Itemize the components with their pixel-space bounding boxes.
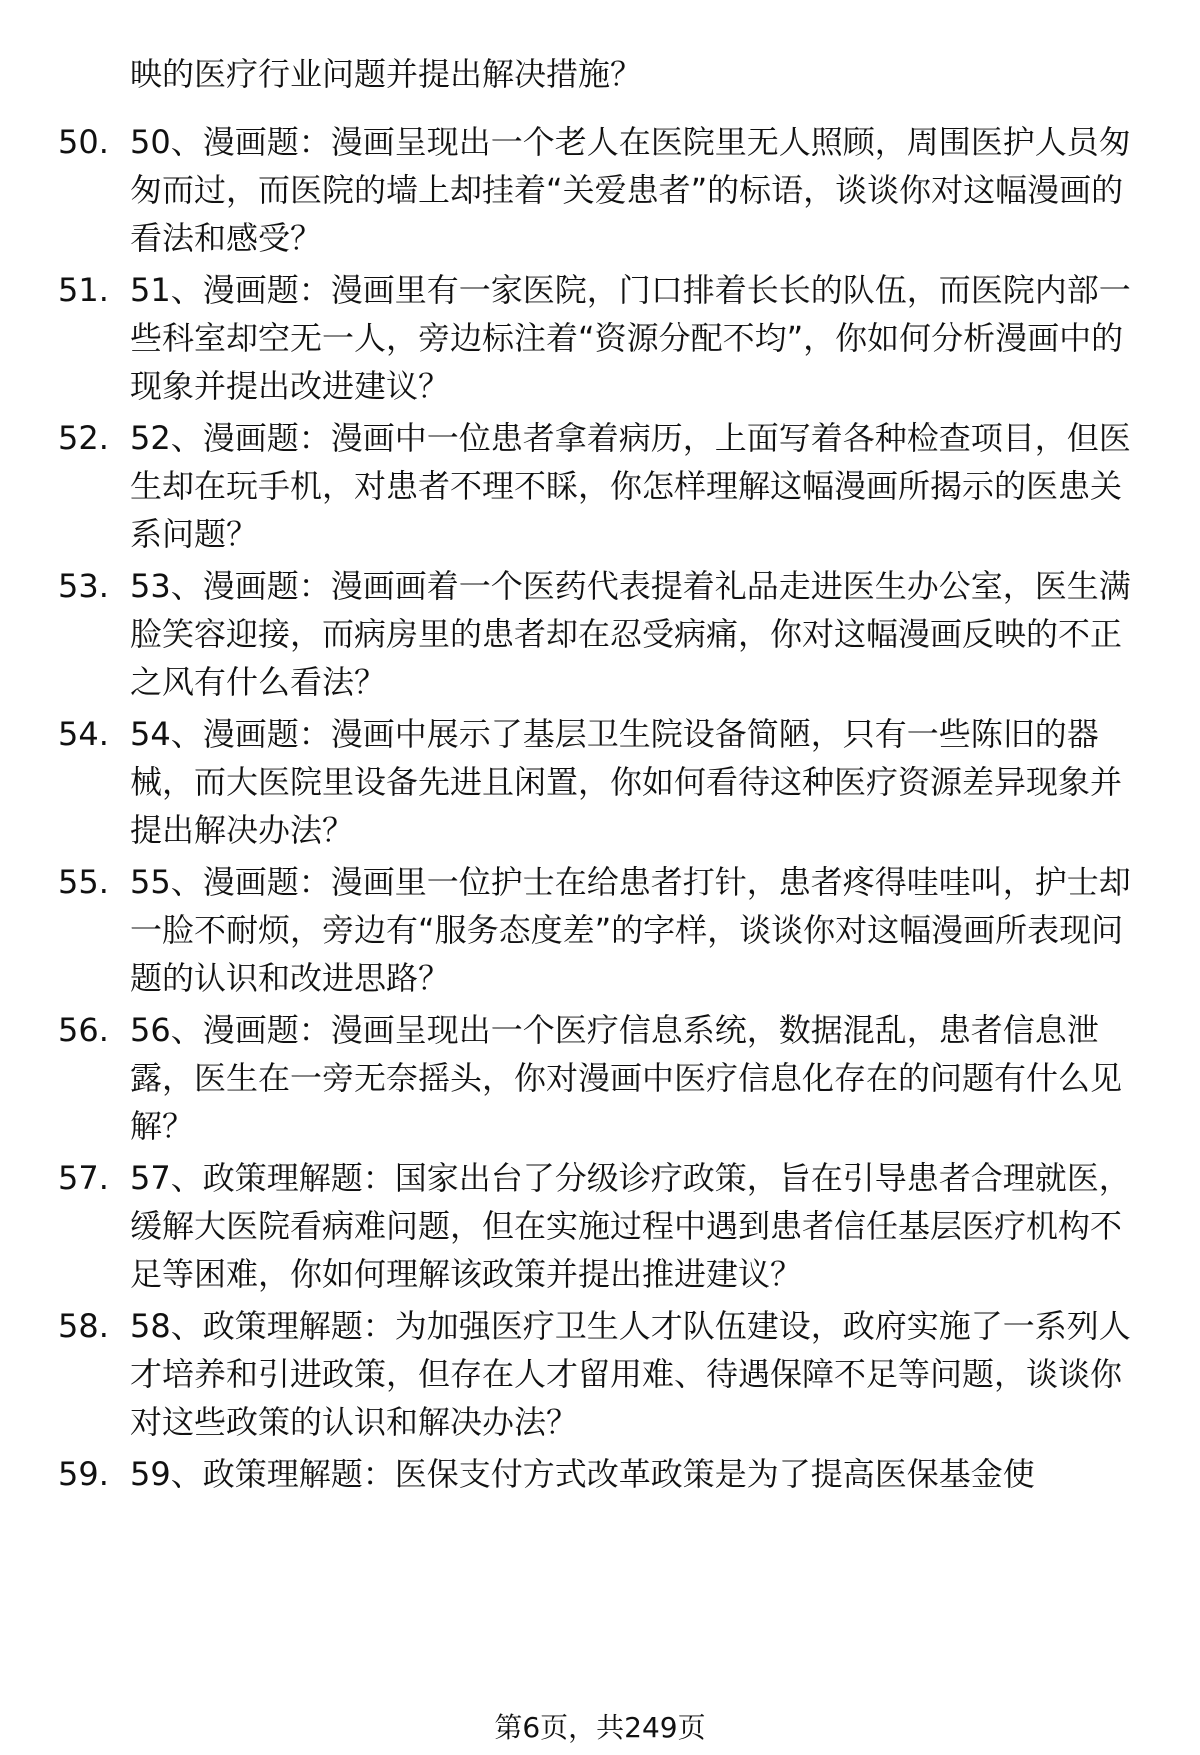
question-text: 54、漫画题：漫画中展示了基层卫生院设备简陋，只有一些陈旧的器械，而大医院里设备先进且闲置，你如何看待这种医疗资源差异现象并提出解决办法？ — [130, 715, 1123, 849]
question-text: 59、政策理解题：医保支付方式改革政策是为了提高医保基金使 — [130, 1455, 1035, 1493]
question-item — [58, 1302, 1148, 1446]
question-text: 52、漫画题：漫画中一位患者拿着病历，上面写着各种检查项目，但医生却在玩手机，对患者不理不睬，你怎样理解这幅漫画所揭示的医患关系问题？ — [130, 419, 1131, 553]
question-number: 59. — [58, 1455, 109, 1493]
question-item — [58, 1450, 1148, 1498]
question-item — [58, 1006, 1148, 1150]
question-number: 56. — [58, 1011, 109, 1049]
question-item — [58, 710, 1148, 854]
question-item — [58, 1154, 1148, 1298]
question-number: 53. — [58, 567, 109, 605]
question-item — [58, 118, 1148, 262]
question-text: 51、漫画题：漫画里有一家医院，门口排着长长的队伍，而医院内部一些科室却空无一人，旁边标注着“资源分配不均”，你如何分析漫画中的现象并提出改进建议？ — [130, 271, 1131, 405]
question-text: 53、漫画题：漫画画着一个医药代表提着礼品走进医生办公室，医生满脸笑容迎接，而病房里的患者却在忍受病痛，你对这幅漫画反映的不正之风有什么看法？ — [130, 567, 1131, 701]
question-text: 50、漫画题：漫画呈现出一个老人在医院里无人照顾，周围医护人员匆匆而过，而医院的墙上却挂着“关爱患者”的标语，谈谈你对这幅漫画的看法和感受？ — [130, 123, 1131, 257]
question-item — [58, 266, 1148, 410]
question-number: 51. — [58, 271, 109, 309]
question-number: 55. — [58, 863, 109, 901]
question-number: 54. — [58, 715, 109, 753]
question-text: 57、政策理解题：国家出台了分级诊疗政策，旨在引导患者合理就医，缓解大医院看病难问题，但在实施过程中遇到患者信任基层医疗机构不足等困难，你如何理解该政策并提出推进建议？ — [130, 1159, 1131, 1293]
question-number: 50. — [58, 123, 109, 161]
continued-question-text: 映的医疗行业问题并提出解决措施？ — [130, 55, 643, 93]
question-text: 55、漫画题：漫画里一位护士在给患者打针，患者疼得哇哇叫，护士却一脸不耐烦，旁边有“服务态度差”的字样，谈谈你对这幅漫画所表现问题的认识和改进思路？ — [130, 863, 1131, 997]
page-footer: 第6页，共249页 — [494, 1711, 706, 1744]
question-item — [58, 858, 1148, 1002]
question-text: 58、政策理解题：为加强医疗卫生人才队伍建设，政府实施了一系列人才培养和引进政策，但存在人才留用难、待遇保障不足等问题，谈谈你对这些政策的认识和解决办法？ — [130, 1307, 1131, 1441]
question-number: 57. — [58, 1159, 109, 1197]
question-item — [58, 562, 1148, 706]
question-item — [58, 414, 1148, 558]
question-text: 56、漫画题：漫画呈现出一个医疗信息系统，数据混乱，患者信息泄露，医生在一旁无奈摇头，你对漫画中医疗信息化存在的问题有什么见解？ — [130, 1011, 1123, 1145]
question-number: 58. — [58, 1307, 109, 1345]
question-number: 52. — [58, 419, 109, 457]
